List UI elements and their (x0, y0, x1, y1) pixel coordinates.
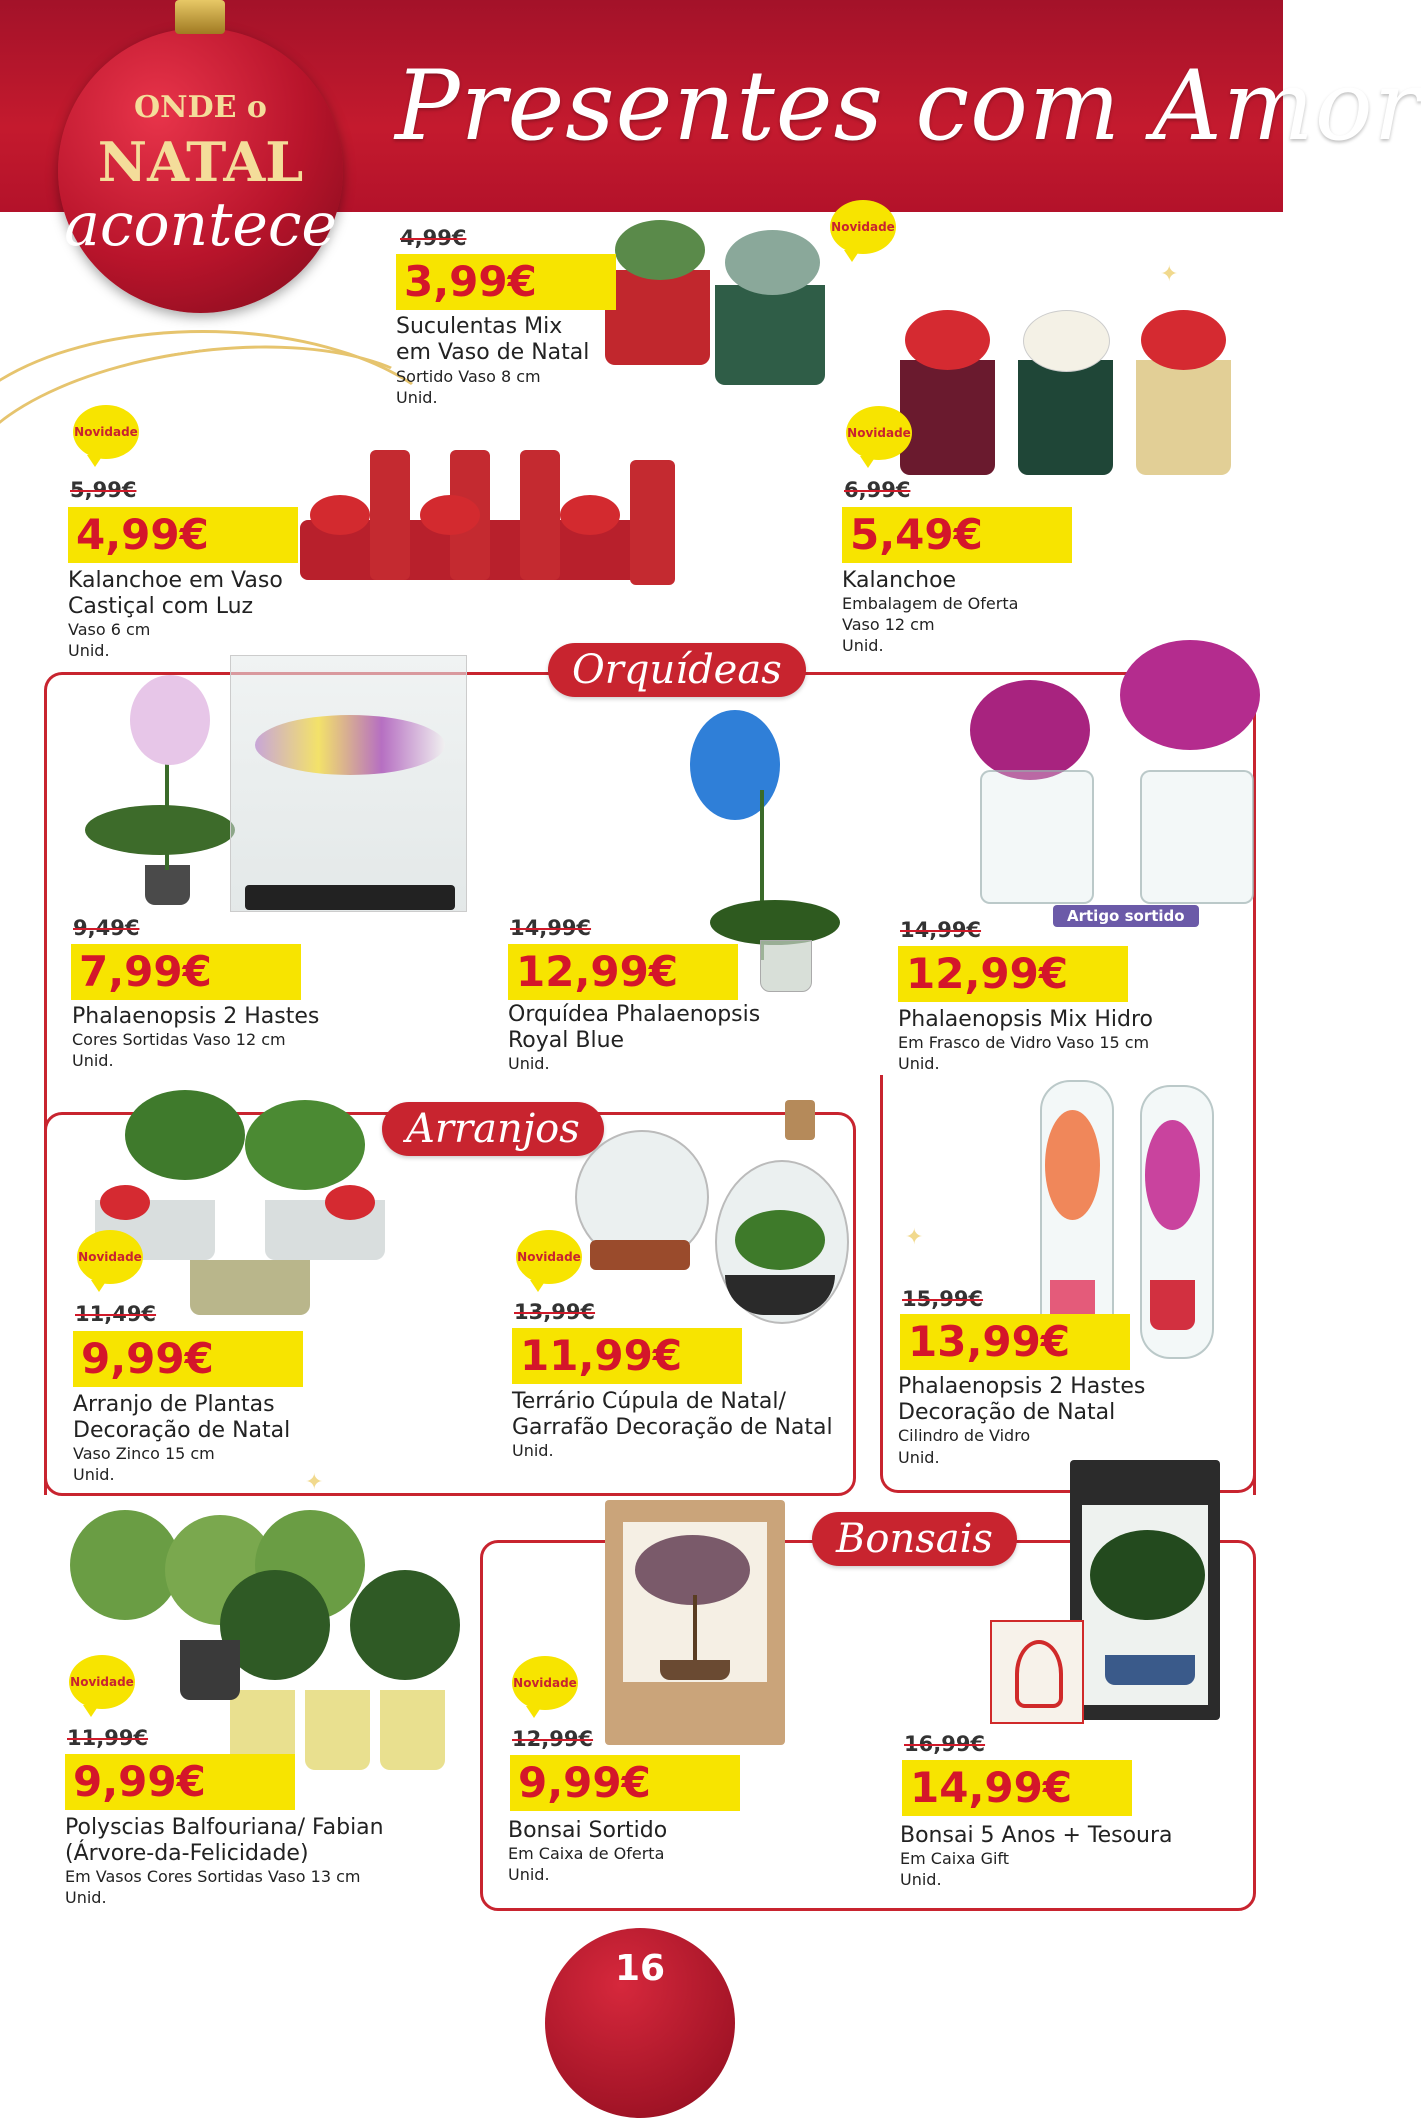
product-name: Orquídea Phalaenopsis (508, 1002, 761, 1027)
old-price: 9,49€ (73, 916, 140, 940)
product-name: Terrário Cúpula de Natal/ (512, 1389, 786, 1414)
sparkle-icon: ✦ (305, 1470, 324, 1495)
product-name: Garrafão Decoração de Natal (512, 1415, 833, 1440)
product-desc: Em Caixa Gift (900, 1849, 1010, 1868)
promo-price: 14,99€ (902, 1760, 1132, 1816)
promo-price: 7,99€ (71, 944, 301, 1000)
product-desc: Unid. (72, 1051, 114, 1070)
old-price: 4,99€ (400, 226, 467, 250)
product-desc: Unid. (396, 388, 438, 407)
product-name: Decoração de Natal (73, 1418, 291, 1443)
old-price: 16,99€ (904, 1732, 986, 1756)
novidade-badge: Novidade (77, 1230, 143, 1284)
page-title: Presentes com Amor (395, 50, 1421, 162)
product-name: Arranjo de Plantas (73, 1392, 275, 1417)
product-name: Bonsai Sortido (508, 1818, 668, 1843)
promo-price: 12,99€ (508, 944, 738, 1000)
product-desc: Vaso Zinco 15 cm (73, 1444, 215, 1463)
product-name: Phalaenopsis 2 Hastes (898, 1374, 1146, 1399)
product-desc: Cilindro de Vidro (898, 1426, 1031, 1445)
product-desc: Unid. (508, 1054, 550, 1073)
product-name: Phalaenopsis 2 Hastes (72, 1004, 320, 1029)
product-name: Royal Blue (508, 1028, 625, 1053)
ornament-text-2: NATAL (97, 130, 304, 194)
bonsai-sortido-image (605, 1500, 785, 1745)
succulents-image (605, 200, 830, 390)
product-name: Castiçal com Luz (68, 594, 254, 619)
ornament-text-1: ONDE o (134, 90, 267, 125)
promo-price: 5,49€ (842, 507, 1072, 563)
product-name: Kalanchoe (842, 568, 957, 593)
product-name: Phalaenopsis Mix Hidro (898, 1007, 1153, 1032)
old-price: 14,99€ (900, 918, 982, 942)
product-desc: Embalagem de Oferta (842, 594, 1019, 613)
product-desc: Em Caixa de Oferta (508, 1844, 665, 1863)
product-desc: Unid. (512, 1441, 554, 1460)
novidade-badge: Novidade (512, 1656, 578, 1710)
promo-price: 13,99€ (900, 1314, 1130, 1370)
novidade-badge: Novidade (830, 200, 896, 254)
product-desc: Em Frasco de Vidro Vaso 15 cm (898, 1033, 1150, 1052)
product-name: em Vaso de Natal (396, 340, 590, 365)
product-desc: Vaso 6 cm (68, 620, 151, 639)
old-price: 12,99€ (512, 1727, 594, 1751)
product-desc: Em Vasos Cores Sortidas Vaso 13 cm (65, 1867, 361, 1886)
product-desc: Unid. (898, 1054, 940, 1073)
section-label-bonsais: Bonsais (812, 1512, 1017, 1566)
promo-price: 9,99€ (73, 1331, 303, 1387)
ornament-text-3: acontece (64, 190, 337, 260)
sparkle-icon: ✦ (905, 1225, 924, 1250)
product-desc: Unid. (508, 1865, 550, 1884)
product-desc: Unid. (73, 1465, 115, 1484)
product-desc: Unid. (898, 1448, 940, 1467)
sparkle-icon: ✦ (1160, 262, 1179, 287)
product-desc: Unid. (842, 636, 884, 655)
phalaenopsis-image (80, 655, 480, 915)
product-name: Bonsai 5 Anos + Tesoura (900, 1823, 1173, 1848)
old-price: 11,49€ (75, 1302, 157, 1326)
promo-price: 4,99€ (68, 507, 298, 563)
section-label-arranjos: Arranjos (382, 1102, 604, 1156)
novidade-badge: Novidade (69, 1655, 135, 1709)
ornament-cap (175, 0, 225, 34)
promo-price: 11,99€ (512, 1328, 742, 1384)
promo-price: 3,99€ (396, 254, 616, 310)
phalaenopsis-hidro-image (960, 640, 1270, 910)
novidade-badge: Novidade (516, 1230, 582, 1284)
product-name: Polyscias Balfouriana/ Fabian (65, 1815, 384, 1840)
kalanchoe-gift-image (900, 300, 1245, 480)
section-label-orquideas: Orquídeas (548, 643, 806, 697)
product-desc: Cores Sortidas Vaso 12 cm (72, 1030, 286, 1049)
promo-price: 9,99€ (510, 1755, 740, 1811)
product-desc: Sortido Vaso 8 cm (396, 367, 541, 386)
old-price: 15,99€ (902, 1287, 984, 1311)
artigo-sortido-tag: Artigo sortido (1053, 905, 1199, 927)
product-desc: Vaso 12 cm (842, 615, 935, 634)
product-name: Suculentas Mix (396, 314, 563, 339)
bonsai-5-anos-image (990, 1460, 1220, 1720)
product-desc: Unid. (65, 1888, 107, 1907)
promo-price: 9,99€ (65, 1754, 295, 1810)
product-name: Decoração de Natal (898, 1400, 1116, 1425)
product-desc: Unid. (68, 641, 110, 660)
novidade-badge: Novidade (73, 405, 139, 459)
novidade-badge: Novidade (846, 406, 912, 460)
terrario-image (575, 1100, 845, 1330)
arranjo-plantas-image (95, 1090, 385, 1320)
old-price: 11,99€ (67, 1726, 149, 1750)
page-number: 16 (614, 1948, 666, 1989)
old-price: 13,99€ (514, 1300, 596, 1324)
promo-price: 12,99€ (898, 946, 1128, 1002)
product-name: Kalanchoe em Vaso (68, 568, 283, 593)
kalanchoe-candle-image (300, 440, 710, 600)
product-name: (Árvore-da-Felicidade) (65, 1841, 309, 1866)
old-price: 5,99€ (70, 478, 137, 502)
old-price: 6,99€ (844, 478, 911, 502)
product-desc: Unid. (900, 1870, 942, 1889)
old-price: 14,99€ (510, 916, 592, 940)
